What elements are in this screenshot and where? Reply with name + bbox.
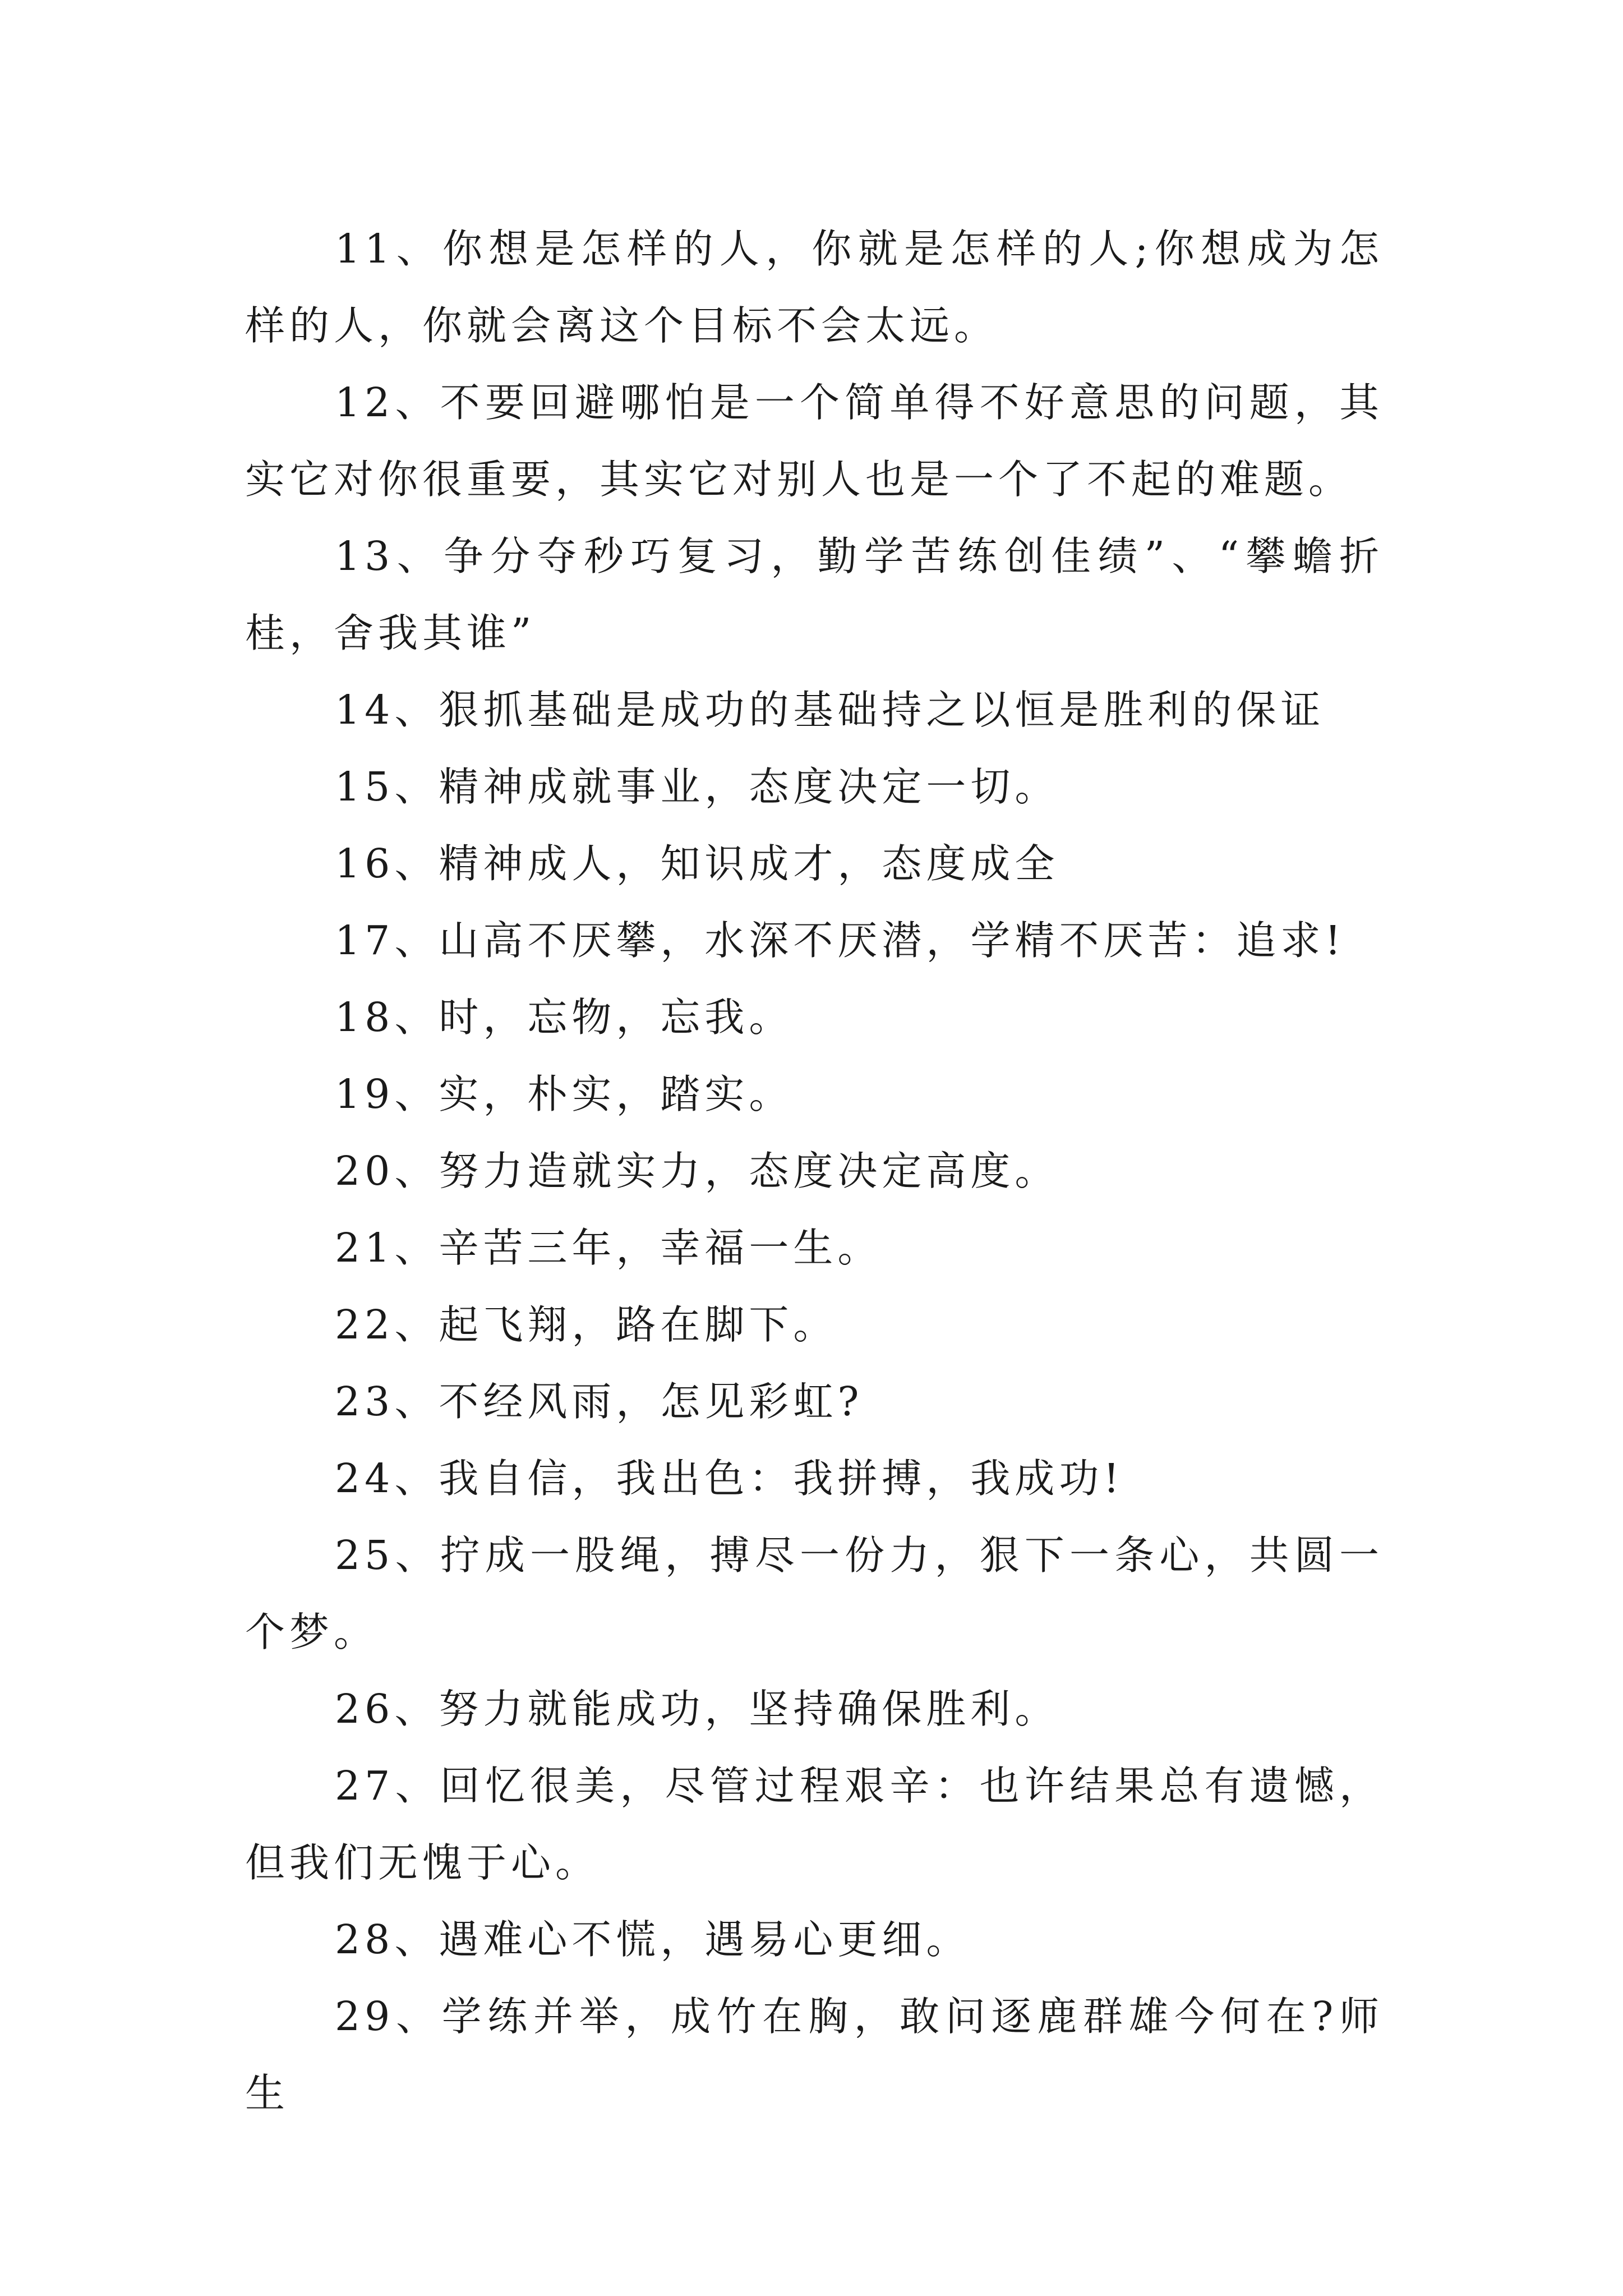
paragraph-14: 14、狠抓基础是成功的基础持之以恒是胜利的保证: [335, 687, 1325, 733]
paragraph-27: 27、回忆很美，尽管过程艰辛：也许结果总有遗憾，但我们无愧于心。: [245, 1763, 1384, 1886]
paragraph-26: 26、努力就能成功，坚持确保胜利。: [335, 1686, 1059, 1732]
paragraph-24: 24、我自信，我出色：我拼搏，我成功!: [335, 1455, 1124, 1502]
paragraph-21: 21、辛苦三年，幸福一生。: [335, 1225, 882, 1271]
paragraph-17: 17、山高不厌攀，水深不厌潜，学精不厌苦：追求!: [335, 917, 1345, 964]
paragraph-11: 11、你想是怎样的人，你就是怎样的人;你想成为怎样的人，你就会离这个目标不会太远。: [245, 226, 1384, 349]
paragraph-13: 13、争分夺秒巧复习，勤学苦练创佳绩”、“攀蟾折桂，舍我其谁”: [245, 533, 1384, 656]
paragraph-22: 22、起飞翔，路在脚下。: [335, 1301, 838, 1348]
paragraph-18: 18、时，忘物，忘我。: [335, 994, 794, 1041]
paragraph-28: 28、遇难心不慌，遇易心更细。: [335, 1916, 971, 1963]
paragraph-19: 19、实，朴实，踏实。: [335, 1071, 794, 1117]
paragraph-25: 25、拧成一股绳，搏尽一份力，狠下一条心，共圆一个梦。: [245, 1532, 1384, 1655]
paragraph-20: 20、努力造就实力，态度决定高度。: [335, 1148, 1059, 1194]
paragraph-16: 16、精神成人，知识成才，态度成全: [335, 840, 1059, 887]
paragraph-15: 15、精神成就事业，态度决定一切。: [335, 763, 1059, 810]
paragraph-23: 23、不经风雨，怎见彩虹?: [335, 1378, 864, 1425]
document-body: [245, 210, 1384, 2132]
paragraph-12: 12、不要回避哪怕是一个简单得不好意思的问题，其实它对你很重要，其实它对别人也是一个了不起的难题。: [245, 379, 1384, 503]
paragraph-29: 29、学练并举，成竹在胸，敢问逐鹿群雄今何在?师生: [245, 1993, 1384, 2116]
